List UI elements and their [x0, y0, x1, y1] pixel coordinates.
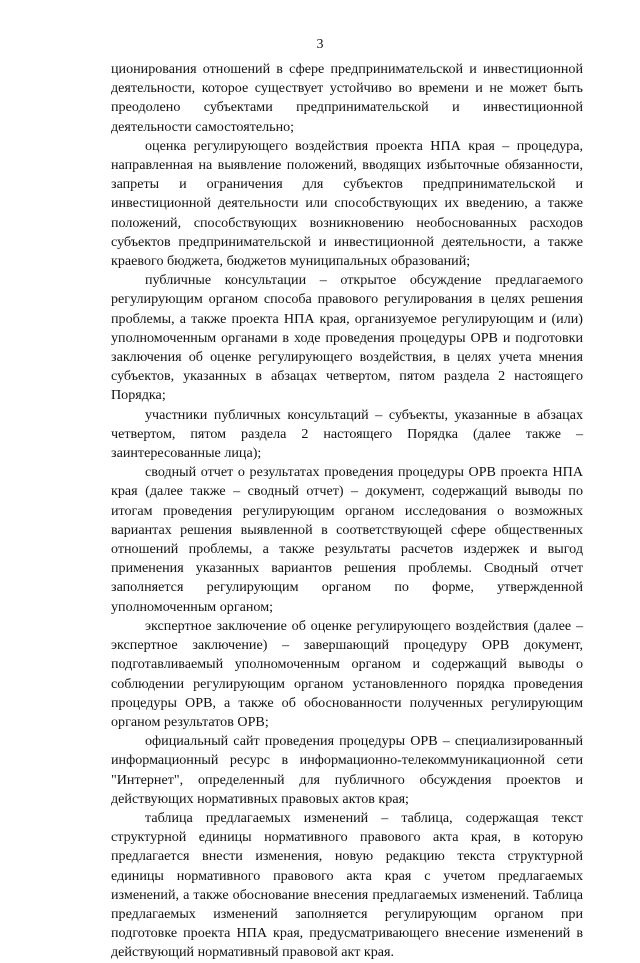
paragraph-definition-consultation-participants: участники публичных консультаций – субъекты, указанные в абзацах четвертом, пятом раздела 2 настоящего Порядка (далее также – заинтересованные лица);	[111, 406, 583, 462]
paragraph-definition-problem-end: ционирования отношений в сфере предпринимательской и инвестиционной деятельности, которое существует устойчиво во времени и не может быть преодолено субъектами предпринимательской и инвестиционной деятельности самостоятельно;	[111, 61, 583, 135]
paragraph-definition-summary-report: сводный отчет о результатах проведения процедуры ОРВ проекта НПА края (далее также – сводный отчет) – документ, содержащий выводы по итогам проведения регулирующим органом исследования о возможных вариантах решения выявленной в соответствующей сфере общественных отношений проблемы, а также результаты расчетов издержек и выгод применения указанных вариантов решения проблемы. Сводный отчет заполняется регулирующим органом по форме, утвержденной уполномоченным органом;	[111, 464, 583, 615]
paragraph-definition-changes-table: таблица предлагаемых изменений – таблица, содержащая текст структурной единицы нормативного правового акта края, в которую предлагается внести изменения, новую редакцию текста структурной единицы нормативного правового акта края с учетом предлагаемых изменений, а также обоснование внесения предлагаемых изменений. Таблица предлагаемых изменений заполняется регулирующим органом при подготовке проекта НПА края, предусматривающего внесение изменений в действующий нормативный правовой акт края.	[111, 809, 583, 961]
paragraph-definition-official-site: официальный сайт проведения процедуры ОРВ – специализированный информационный ресурс в информационно-телекоммуникационной сети "Интернет", определенный для публичного обсуждения проектов и действующих нормативных правовых актов края;	[111, 733, 583, 807]
page-number: 3	[316, 37, 324, 52]
paragraph-definition-orv: оценка регулирующего воздействия проекта НПА края – процедура, направленная на выявление положений, вводящих избыточные обязанности, запреты и ограничения для субъектов предпринимательской и инвестиционной деятельности или способствующих их введению, а также положений, способствующих возникновению необоснованных расходов субъектов предпринимательской и инвестиционной деятельности, а также краевого бюджета, бюджетов муниципальных образований;	[111, 137, 583, 270]
paragraph-definition-expert-conclusion: экспертное заключение об оценке регулирующего воздействия (далее – экспертное заключение) – завершающий процедуру ОРВ документ, подготавливаемый уполномоченным органом и содержащий выводы о соблюдении регулирующим органом установленного порядка проведения процедуры ОРВ, а также об обоснованности полученных регулирующим органом результатов ОРВ;	[111, 617, 583, 730]
document-body	[111, 60, 583, 963]
paragraph-definition-public-consultations: публичные консультации – открытое обсуждение предлагаемого регулирующим органом способа правового регулирования в целях решения проблемы, а также проекта НПА края, организуемое регулирующим и (или) уполномоченным органами в ходе проведения процедуры ОРВ и подготовки заключения об оценке регулирующего воздействия, в целях учета мнения субъектов, указанных в абзацах четвертом, пятом раздела 2 настоящего Порядка;	[111, 272, 583, 404]
